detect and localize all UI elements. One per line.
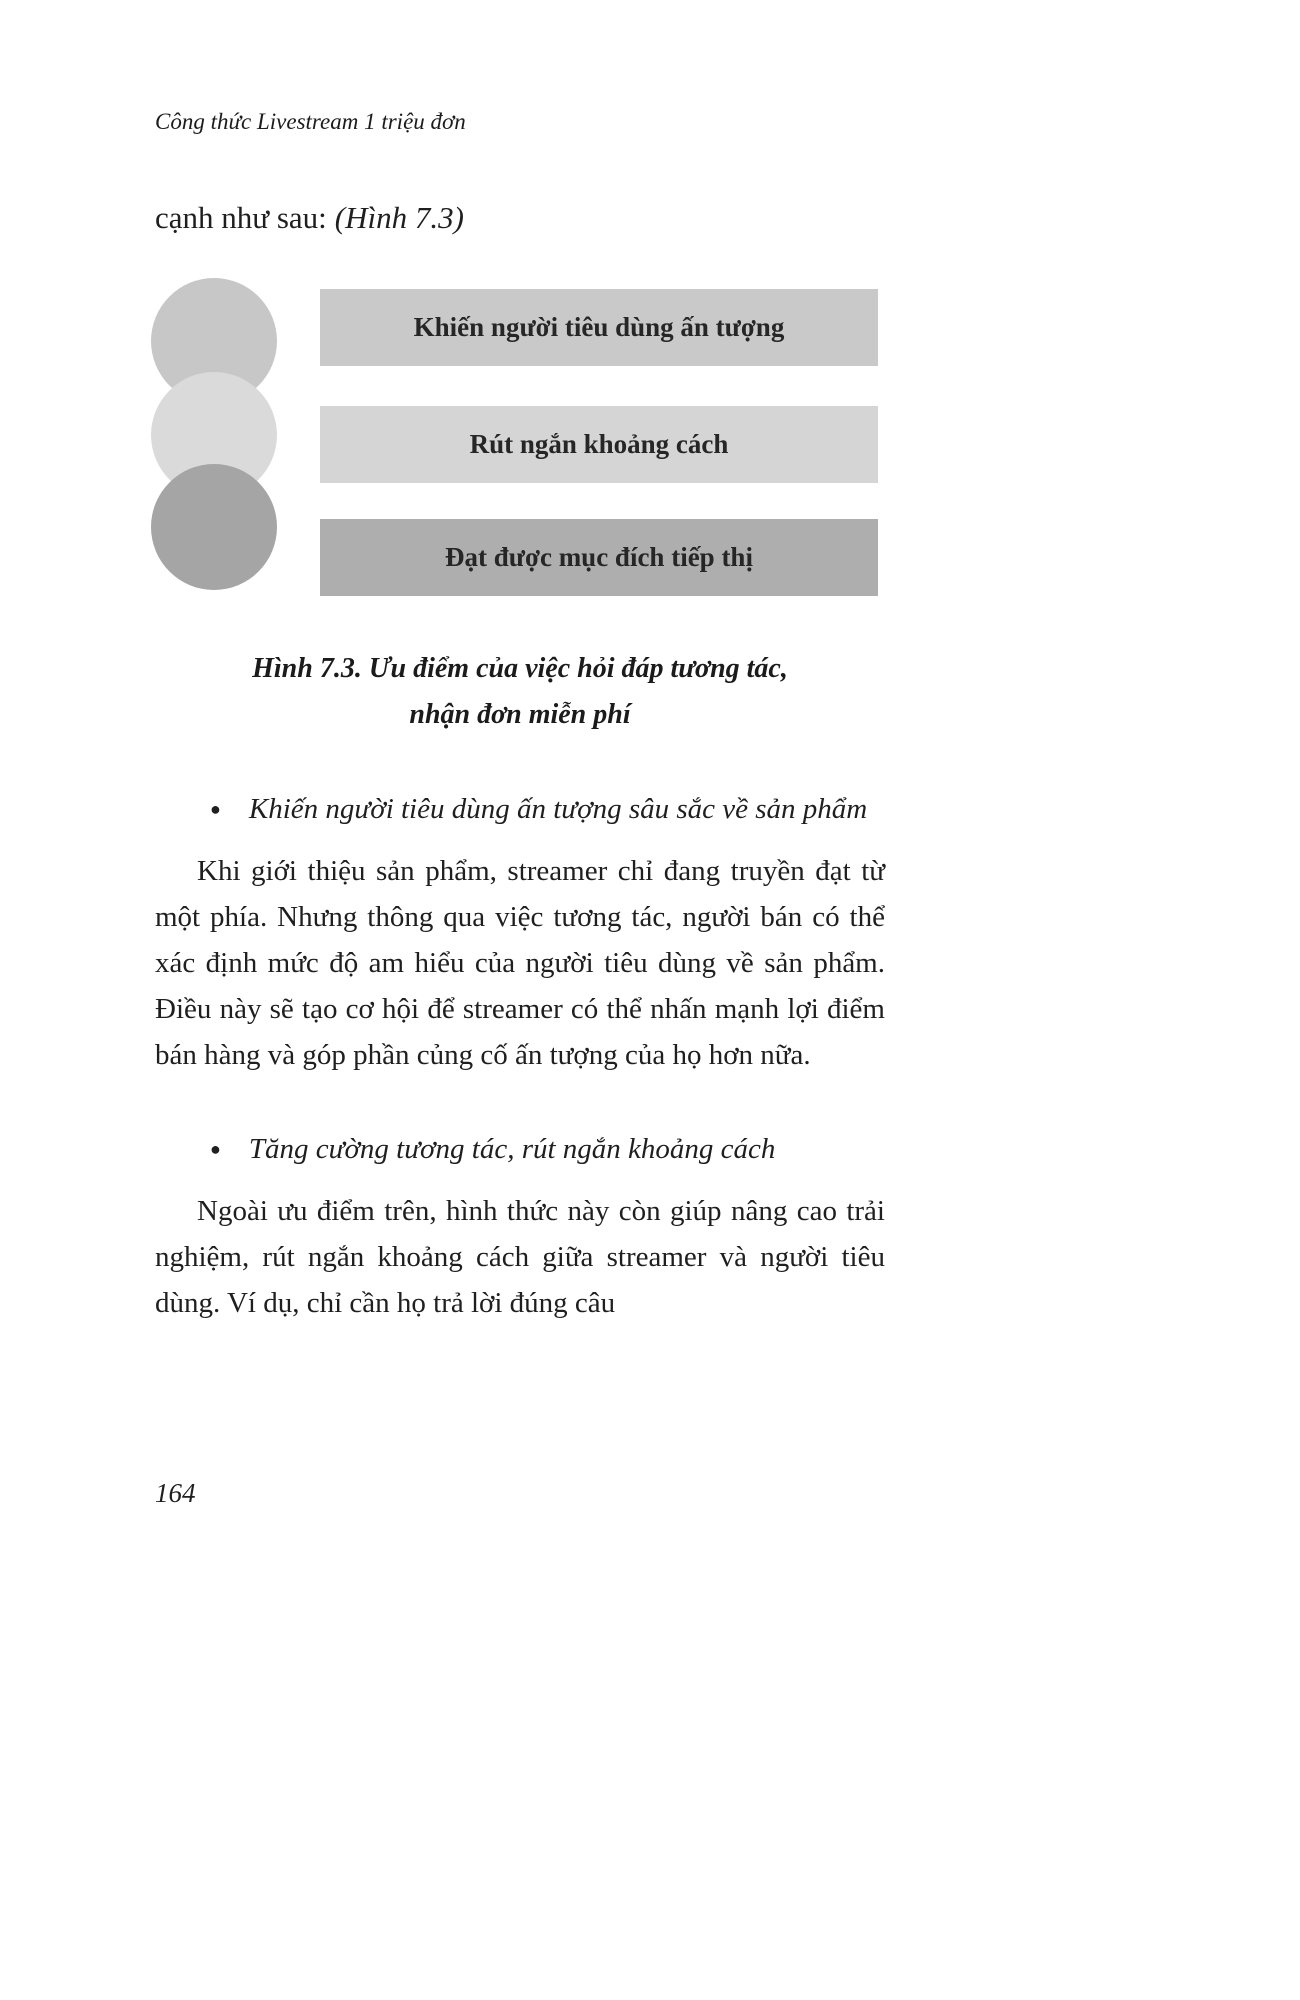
diagram-bar-1 xyxy=(320,289,878,366)
intro-line xyxy=(155,198,885,238)
page-number: 164 xyxy=(155,1478,196,1508)
figure-caption xyxy=(155,646,885,738)
bullet-item-1 xyxy=(155,786,885,832)
figure-caption-line2: nhận đơn miễn phí xyxy=(409,699,631,730)
diagram-bar-2-label: Rút ngắn khoảng cách xyxy=(469,429,729,459)
bullet-icon: ● xyxy=(210,1139,221,1159)
content-column xyxy=(155,108,885,1326)
bullet-item-1-text: Khiến người tiêu dùng ấn tượng sâu sắc về sản phẩm xyxy=(248,793,868,825)
figure-caption-line1: Hình 7.3. Ưu điểm của việc hỏi đáp tương tác, xyxy=(252,653,788,684)
diagram-circle-3 xyxy=(151,464,277,590)
figure-reference: (Hình 7.3) xyxy=(334,200,464,235)
intro-text: cạnh như sau: xyxy=(155,200,327,235)
diagram-bar-1-label: Khiến người tiêu dùng ấn tượng xyxy=(413,312,785,342)
diagram-bar-3-label: Đạt được mục đích tiếp thị xyxy=(445,542,753,572)
paragraph-1: Khi giới thiệu sản phẩm, streamer chỉ đang truyền đạt từ một phía. Nhưng thông qua việc tương tác, người bán có thể xác định mức độ am hiểu của người tiêu dùng về sản phẩm. Điều này sẽ tạo cơ hội để streamer có thể nhấn mạnh lợi điểm bán hàng và góp phần củng cố ấn tượng của họ hơn nữa. xyxy=(155,855,885,1071)
paragraph-2: Ngoài ưu điểm trên, hình thức này còn giúp nâng cao trải nghiệm, rút ngắn khoảng cách giữa streamer và người tiêu dùng. Ví dụ, chỉ cần họ trả lời đúng câu xyxy=(155,1195,885,1319)
bullet-item-2 xyxy=(155,1126,885,1172)
running-header: Công thức Livestream 1 triệu đơn xyxy=(155,109,466,134)
figure-diagram xyxy=(155,276,885,606)
bullet-item-2-text: Tăng cường tương tác, rút ngắn khoảng cách xyxy=(248,1133,776,1165)
bullet-icon: ● xyxy=(210,799,221,819)
diagram-bar-2 xyxy=(320,406,878,483)
diagram-bar-3 xyxy=(320,519,878,596)
